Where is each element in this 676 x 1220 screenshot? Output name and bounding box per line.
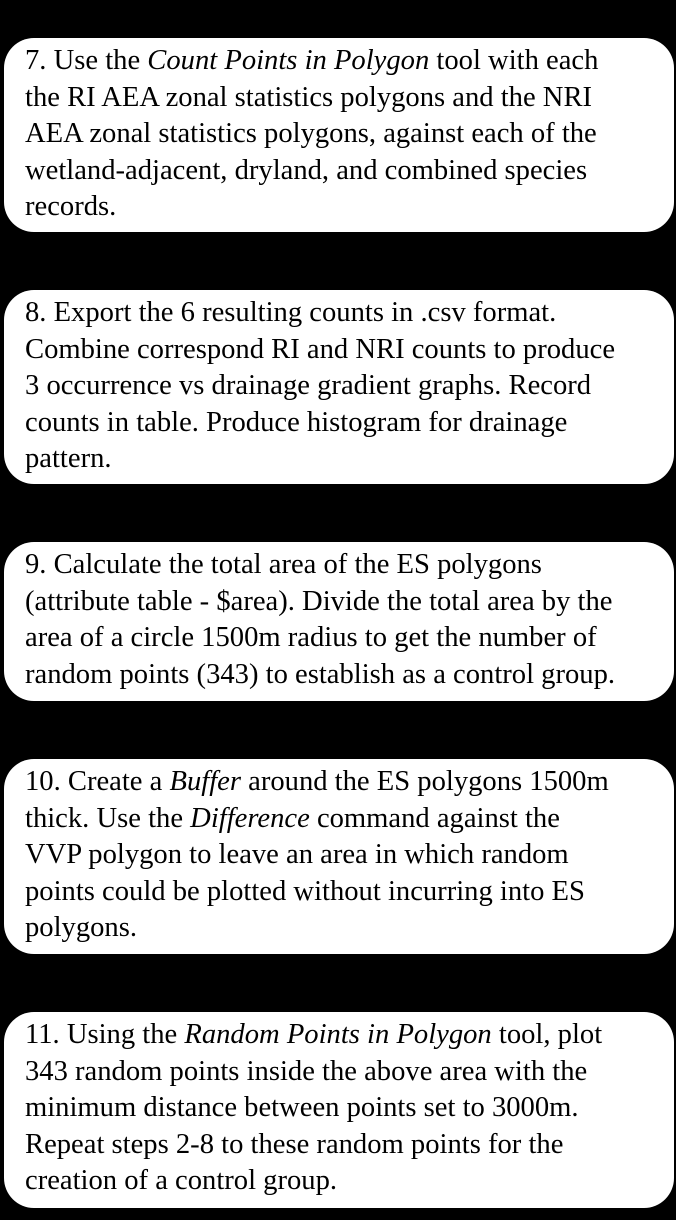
step-11-line: creation of a control group. (25, 1165, 338, 1197)
step-10-line: VVP polygon to leave an area in which random (25, 839, 569, 871)
step-10-line: thick. Use the Difference command against the (25, 802, 560, 834)
step-10-line: polygons. (25, 912, 138, 944)
step-11-text (25, 1017, 664, 1200)
step-7-box (4, 38, 674, 232)
tool-name: Random Points in Polygon (184, 1019, 492, 1050)
step-9-box (4, 542, 674, 701)
step-8-text (25, 295, 664, 478)
step-7-line: AEA zonal statistics polygons, against each of the (25, 118, 597, 150)
step-11-line: Repeat steps 2-8 to these random points for the (25, 1128, 564, 1160)
step-9-text (25, 547, 664, 693)
step-7-text (25, 43, 664, 226)
step-7-line: the RI AEA zonal statistics polygons and the NRI (25, 81, 593, 113)
step-8-box (4, 290, 674, 484)
step-11-box (4, 1012, 674, 1208)
step-11-line: minimum distance between points set to 3000m. (25, 1092, 579, 1124)
step-8-line: 8. Export the 6 resulting counts in .csv format. (25, 297, 557, 328)
step-10-text (25, 764, 664, 947)
step-8-line: 3 occurrence vs drainage gradient graphs. Record (25, 370, 592, 402)
step-9-line: (attribute table - $area). Divide the total area by the (25, 585, 613, 617)
step-10-line: 10. Create a Buffer around the ES polygons 1500m (25, 766, 609, 797)
step-7-line: 7. Use the Count Points in Polygon tool with each (25, 45, 599, 76)
step-8-line: pattern. (25, 443, 112, 475)
step-11-line: 11. Using the Random Points in Polygon tool, plot (25, 1019, 603, 1050)
tool-name: Count Points in Polygon (147, 45, 430, 76)
tool-name: Difference (190, 802, 310, 834)
step-11-line: 343 random points inside the above area with the (25, 1055, 588, 1087)
step-10-line: points could be plotted without incurring into ES (25, 875, 585, 907)
step-7-line: records. (25, 191, 117, 223)
step-8-line: counts in table. Produce histogram for drainage (25, 406, 568, 438)
step-10-box (4, 759, 674, 954)
step-9-line: area of a circle 1500m radius to get the number of (25, 622, 597, 654)
step-7-line: wetland-adjacent, dryland, and combined species (25, 154, 588, 186)
step-8-line: Combine correspond RI and NRI counts to produce (25, 333, 616, 365)
tool-name: Buffer (169, 766, 241, 797)
step-9-line: random points (343) to establish as a control group. (25, 658, 616, 690)
step-9-line: 9. Calculate the total area of the ES polygons (25, 549, 542, 580)
